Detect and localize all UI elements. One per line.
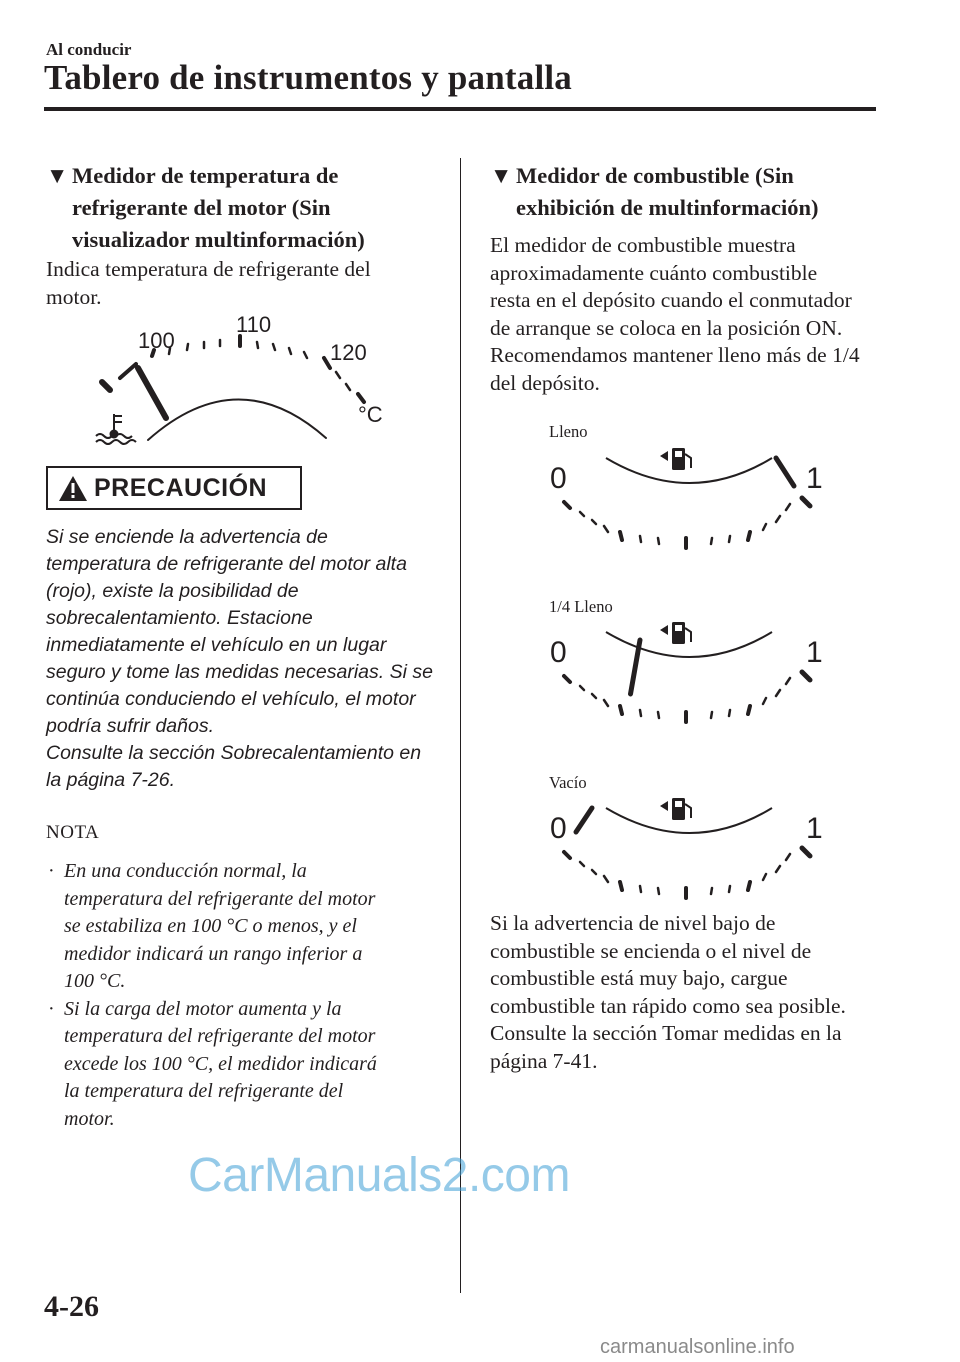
fuel-gauge-needle: [631, 640, 641, 694]
gauge-tick: [257, 342, 258, 348]
gauge-tick: [336, 372, 340, 378]
column-divider: [460, 158, 461, 1293]
fuel-gauge-tick: [620, 882, 622, 890]
nota-list: [46, 858, 446, 1133]
footer-site: carmanualsonline.info: [600, 1336, 795, 1358]
section-marker-icon: ▼: [490, 163, 513, 188]
nota-item: · Si la carga del motor aumenta y la temperatura del refrigerante del motor excede los 100 °C, el medidor indicará la temperatura del refrigerante del motor.: [48, 997, 377, 1130]
gauge-tick: [358, 394, 364, 402]
fuel-gauge-intro: El medidor de combustible muestra aproximadamente cuánto combustible resta en el depósito cuando el conmutador de arranque se coloca en la posición ON. Recomendamos mantener lleno más de 1/4 del depósito.: [490, 233, 860, 395]
fuel-gauge-tick: [786, 678, 790, 684]
page-number: 4-26: [44, 1290, 99, 1323]
fuel-gauge-tick: [729, 886, 730, 892]
section-label: Al conducir: [46, 40, 132, 59]
fuel-gauge-tick: [580, 862, 584, 866]
fuel-gauge-tick: [658, 538, 659, 544]
fuel-gauge-empty-illustration: [540, 796, 830, 906]
gauge-unit-label: °C: [358, 402, 383, 427]
fuel-pump-icon: [660, 448, 691, 470]
watermark: CarManuals2.com: [188, 1149, 570, 1202]
fuel-gauge-tick: [620, 706, 622, 714]
fuel-gauge-needle: [576, 808, 592, 832]
fuel-gauge-tick: [564, 852, 570, 858]
gauge-tick: [120, 364, 136, 378]
temperature-gauge-illustration: [80, 310, 410, 450]
section-marker-icon: ▼: [46, 163, 69, 188]
fuel-gauge-heading: ▼ Medidor de combustible (Sin exhibición de multinformación): [490, 160, 890, 224]
fuel-gauge-tick: [592, 520, 596, 524]
nota-title: NOTA: [46, 822, 100, 843]
fuel-gauge-caption-full: Lleno: [549, 422, 588, 441]
temp-gauge-intro: Indica temperatura de refrigerante del motor.: [46, 257, 371, 309]
fuel-gauge-tick: [776, 866, 780, 872]
gauge-arc: [148, 399, 326, 440]
gauge-needle: [138, 368, 166, 418]
fuel-gauge-tick: [763, 698, 766, 704]
fuel-gauge-label-full: 1: [806, 636, 823, 669]
fuel-gauge-outro: Si la advertencia de nivel bajo de combustible se encienda o el nivel de combustible está muy bajo, cargue combustible tan rápido como sea posible. Consulte la sección Tomar medidas en la página 7-41.: [490, 911, 846, 1073]
fuel-gauge-label-full: 1: [806, 462, 823, 495]
gauge-tick: [289, 348, 291, 354]
fuel-gauge-tick: [776, 690, 780, 696]
fuel-pump-icon: [660, 798, 691, 820]
gauge-tick: [273, 344, 275, 350]
fuel-gauge-tick: [580, 512, 584, 516]
fuel-gauge-tick: [604, 876, 608, 882]
fuel-gauge-tick: [658, 888, 659, 894]
fuel-gauge-full-illustration: [540, 446, 830, 556]
fuel-gauge-tick: [604, 700, 608, 706]
fuel-gauge-caption-quarter: 1/4 Lleno: [549, 597, 613, 616]
fuel-gauge-tick: [748, 706, 750, 714]
fuel-gauge-label-empty: 0: [550, 462, 567, 495]
fuel-gauge-tick: [802, 848, 810, 856]
fuel-gauge-tick: [604, 526, 608, 532]
fuel-gauge-tick: [640, 710, 641, 716]
fuel-gauge-tick: [763, 874, 766, 880]
fuel-gauge-label-full: 1: [806, 812, 823, 845]
fuel-gauge-tick: [786, 854, 790, 860]
fuel-gauge-tick: [592, 870, 596, 874]
fuel-gauge-tick: [711, 888, 712, 894]
fuel-gauge-arc: [606, 808, 772, 833]
chapter-title: Tablero de instrumentos y pantalla: [44, 58, 572, 97]
warning-triangle-icon: [58, 475, 88, 502]
fuel-gauge-tick: [776, 516, 780, 522]
gauge-tick: [304, 352, 307, 358]
fuel-gauge-tick: [763, 524, 766, 530]
fuel-gauge-tick: [748, 882, 750, 890]
fuel-gauge-tick: [580, 686, 584, 690]
gauge-tick: [102, 382, 110, 390]
caution-box: [46, 466, 302, 510]
fuel-gauge-caption-empty: Vacío: [549, 773, 587, 792]
gauge-label-110: 110: [236, 312, 272, 337]
fuel-gauge-quarter-illustration: [540, 620, 830, 730]
fuel-gauge-tick: [729, 710, 730, 716]
fuel-gauge-tick: [786, 504, 790, 510]
fuel-gauge-tick: [564, 676, 570, 682]
fuel-gauge-tick: [592, 694, 596, 698]
fuel-gauge-label-empty: 0: [550, 812, 567, 845]
fuel-gauge-arc: [606, 632, 772, 657]
fuel-gauge-tick: [802, 672, 810, 680]
fuel-gauge-tick: [640, 886, 641, 892]
fuel-gauge-tick: [620, 532, 622, 540]
gauge-label-120: 120: [330, 340, 367, 365]
coolant-temperature-icon: [96, 414, 136, 444]
fuel-gauge-label-empty: 0: [550, 636, 567, 669]
fuel-gauge-tick: [729, 536, 730, 542]
fuel-gauge-tick: [748, 532, 750, 540]
fuel-gauge-tick: [658, 712, 659, 718]
gauge-tick: [187, 344, 188, 350]
fuel-gauge-tick: [640, 536, 641, 542]
caution-text: Si se enciende la advertencia de temperatura de refrigerante del motor alta (rojo), existe la posibilidad de sobrecalentamiento. Estacione inmediatamente el vehículo en un lugar seguro y tome las medidas necesarias. Si se continúa conduciendo el vehículo, el motor podría sufrir daños. Consulte la sección Sobrecalentamiento en la página 7-26.: [46, 526, 433, 791]
gauge-tick: [346, 384, 350, 390]
fuel-gauge-arc: [606, 458, 772, 483]
gauge-label-100: 100: [138, 328, 175, 353]
fuel-gauge-tick: [802, 498, 810, 506]
nota-item: · En una conducción normal, la temperatura del refrigerante del motor se estabiliza en 100 °C o menos, y el medidor indicará un rango inferior a 100 °C.: [48, 860, 376, 992]
header-rule: [44, 107, 876, 111]
fuel-gauge-tick: [711, 712, 712, 718]
fuel-gauge-needle: [776, 458, 794, 486]
fuel-gauge-tick: [711, 538, 712, 544]
caution-label: PRECAUCIÓN: [94, 473, 268, 502]
fuel-pump-icon: [660, 622, 691, 644]
temp-gauge-heading: ▼ Medidor de temperatura de refrigerante del motor (Sin visualizador multinformación): [46, 160, 446, 256]
fuel-gauge-tick: [564, 502, 570, 508]
